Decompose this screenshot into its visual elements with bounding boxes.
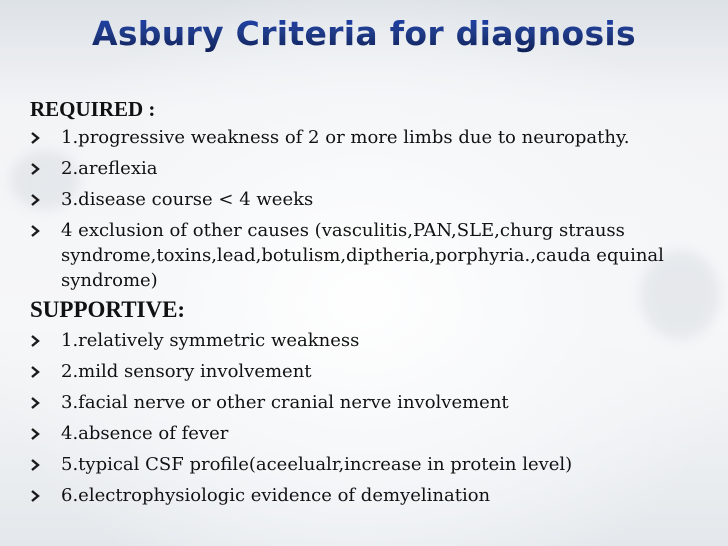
list-item (30, 215, 720, 295)
slide-title (0, 14, 728, 53)
chevron-right-icon (30, 215, 44, 246)
chevron-right-icon (30, 418, 44, 449)
list-item (30, 418, 720, 449)
list-item-text: 3.disease course < 4 weeks (61, 189, 314, 210)
list-item (30, 356, 720, 387)
list-item-text: 3.facial nerve or other cranial nerve involvement (61, 392, 509, 413)
list-item-text: 2.areflexia (61, 158, 158, 179)
chevron-right-icon (30, 184, 44, 215)
chevron-right-icon (30, 356, 44, 387)
chevron-right-icon (30, 387, 44, 418)
chevron-right-icon (30, 325, 44, 356)
chevron-right-icon (30, 122, 44, 153)
list-item (30, 122, 720, 153)
list-item-text: 1.progressive weakness of 2 or more limbs due to neuropathy. (61, 127, 630, 148)
list-item-text: 4.absence of fever (61, 423, 229, 444)
list-item-text: 1.relatively symmetric weakness (61, 330, 360, 351)
list-item (30, 387, 720, 418)
list-item-text: 2.mild sensory involvement (61, 361, 312, 382)
chevron-right-icon (30, 153, 44, 184)
required-list (30, 122, 720, 295)
list-item (30, 325, 720, 356)
supportive-heading: SUPPORTIVE: (30, 297, 186, 322)
list-item (30, 480, 720, 511)
list-item-text: 4 exclusion of other causes (vasculitis,PAN,SLE,churg strauss syndrome,toxins,lead,botulism,diptheria,porphyria.,cauda equinal syndrome) (61, 220, 664, 291)
chevron-right-icon (30, 449, 44, 480)
chevron-right-icon (30, 480, 44, 511)
slide-body (30, 96, 720, 511)
supportive-list (30, 325, 720, 511)
list-item (30, 449, 720, 480)
list-item (30, 184, 720, 215)
list-item-text: 5.typical CSF profile(aceelualr,increase in protein level) (61, 454, 573, 475)
list-item (30, 153, 720, 184)
slide-title-text: Asbury Criteria for diagnosis (92, 14, 636, 53)
list-item-text: 6.electrophysiologic evidence of demyelination (61, 485, 491, 506)
required-heading: REQUIRED : (30, 97, 156, 121)
